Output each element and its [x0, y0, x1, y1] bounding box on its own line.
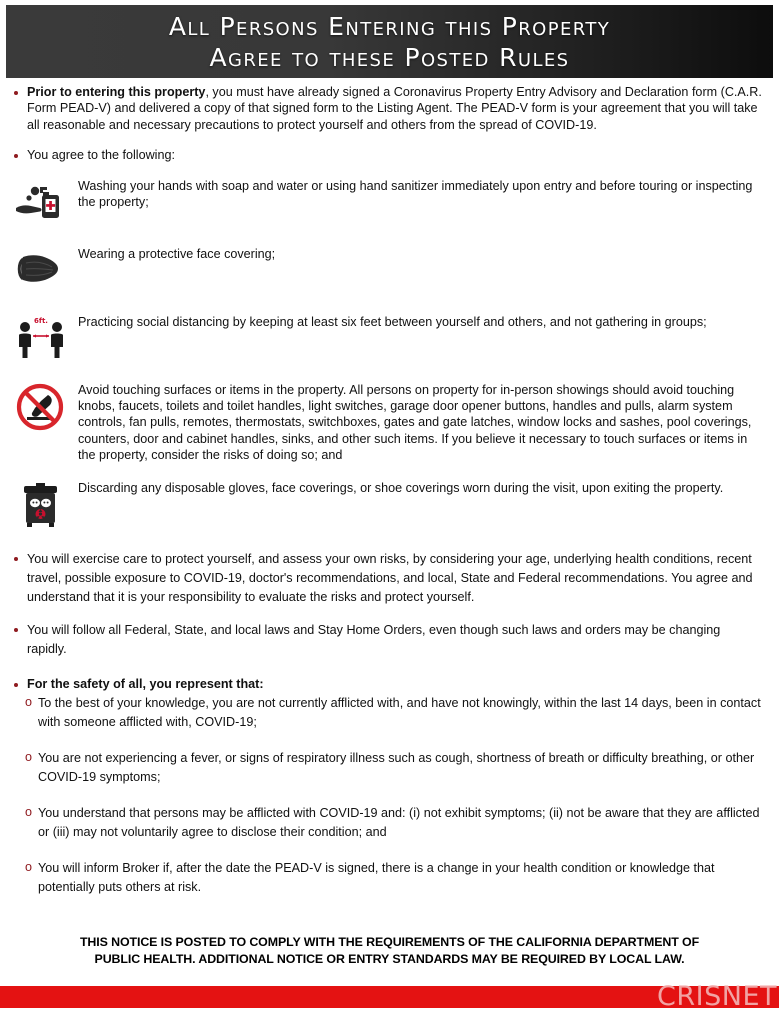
icon-item-text: Practicing social distancing by keeping at least six feet between yourself and others, and not gathering in groups;: [78, 314, 707, 329]
safety-sub-item-text: You will inform Broker if, after the date the PEAD-V is signed, there is a change in your health condition or knowledge that potentially puts others at risk.: [38, 861, 715, 895]
safety-sub-item: [0, 694, 779, 732]
bullet-dot-icon: [14, 91, 18, 95]
icon-item-text: Wearing a protective face covering;: [78, 246, 276, 261]
safety-sub-item-text: You are not experiencing a fever, or signs of respiratory illness such as cough, shortness of breath or difficulty breathing, or other COVID-19 symptoms;: [38, 751, 755, 785]
intro-rest: , you must have already signed a Coronavirus Property Entry Advisory and Declaration form (C.A.R. Form PEAD-V) and delivered a copy of that signed form to the Listing Agent. The PEAD-V form is your agreement that you will take all reasonable and necessary precautions to protect yourself and others from the spread of COVID-19.: [27, 85, 762, 132]
intro-bullet: [0, 84, 779, 133]
bullet-dot-icon: [14, 683, 18, 687]
bullet-text: You will follow all Federal, State, and local laws and Stay Home Orders, even though such laws and orders may be changing rapidly.: [27, 622, 721, 656]
trash-bin-icon: [14, 480, 68, 530]
bullet-text: You will exercise care to protect yourself, and assess your own risks, by considering your age, underlying health conditions, recent travel, possible exposure to COVID-19, doctor's recommendations, and local, State and Federal recommendations. You agree and understand that it is your responsibility to evaluate the risks and protect yourself.: [27, 551, 753, 604]
page-title-line-2: Agree to these Posted Rules: [209, 42, 570, 72]
footer-notice-line-1: THIS NOTICE IS POSTED TO COMPLY WITH THE REQUIREMENTS OF THE CALIFORNIA DEPARTMENT OF: [79, 935, 700, 949]
bullet-dot-icon: [14, 628, 18, 632]
safety-sub-item: [0, 859, 779, 897]
safety-sub-item-text: To the best of your knowledge, you are not currently afflicted with, and have not knowingly, within the last 14 days, been in contact with someone afflicted with, COVID-19;: [38, 696, 761, 730]
sub-bullet-marker-icon: o: [25, 805, 33, 820]
intro-bold-lead: Prior to entering this property: [27, 85, 206, 99]
bullet-dot-icon: [14, 557, 18, 561]
face-mask-icon: [14, 246, 68, 296]
bullet-exercise-care: [0, 550, 779, 607]
safety-sub-item-text: You understand that persons may be afflicted with COVID-19 and: (i) not exhibit symptoms; (ii) not be aware that they are afflicted or (iii) may not voluntarily agree to disclose their condition; and: [38, 806, 760, 840]
hand-sanitizer-icon: [14, 178, 68, 228]
icon-item-face-covering: [0, 246, 779, 298]
social-distancing-icon: [14, 314, 68, 364]
agree-lead-bullet: [0, 147, 779, 163]
sub-bullet-marker-icon: o: [25, 860, 33, 875]
safety-sub-item: [0, 804, 779, 842]
footer-notice-line-2: PUBLIC HEALTH. ADDITIONAL NOTICE OR ENTRY STANDARDS MAY BE REQUIRED BY LOCAL LAW.: [94, 952, 685, 966]
footer-legal-notice: [0, 934, 779, 968]
no-touching-icon: [14, 382, 68, 432]
icon-item-text: Discarding any disposable gloves, face coverings, or shoe coverings worn during the visit, upon exiting the property.: [78, 480, 724, 495]
document-body: [0, 84, 779, 897]
icon-item-text: Avoid touching surfaces or items in the property. All persons on property for in-person showings should avoid touching knobs, faucets, toilets and toilet handles, light switches, garage door opener buttons, handles and pulls, alarm system controls, fan pulls, remotes, thermostats, switchboxes, gates and gate latches, window locks and sashes, pool coverings, counters, door and cabinet handles, sinks, and other such items. If you believe it necessary to touch surfaces or items in the property, consider the risks of doing so; and: [78, 382, 752, 463]
sub-bullet-marker-icon: o: [25, 695, 33, 710]
safety-sub-item: [0, 749, 779, 787]
safety-section-heading: For the safety of all, you represent that:: [27, 676, 264, 691]
page-title-line-1: All Persons Entering this Property: [168, 11, 611, 41]
icon-item-text: Washing your hands with soap and water or using hand sanitizer immediately upon entry and before touring or inspecting the property;: [78, 178, 753, 210]
crisnet-watermark: CRISNET: [657, 981, 777, 1012]
bullet-dot-icon: [14, 154, 18, 158]
bullet-follow-laws: [0, 621, 779, 659]
intro-paragraph: [27, 84, 763, 133]
icon-item-avoid-touching: [0, 382, 779, 464]
sub-bullet-marker-icon: o: [25, 750, 33, 765]
icon-item-washing-hands: [0, 178, 779, 230]
safety-section-heading-row: [0, 676, 779, 692]
svg-text:6ft.: 6ft.: [34, 316, 48, 325]
page-header-banner: [6, 5, 773, 78]
icon-item-social-distancing: [0, 314, 779, 366]
agree-lead-text: You agree to the following:: [27, 148, 175, 163]
icon-item-discard-ppe: [0, 480, 779, 532]
